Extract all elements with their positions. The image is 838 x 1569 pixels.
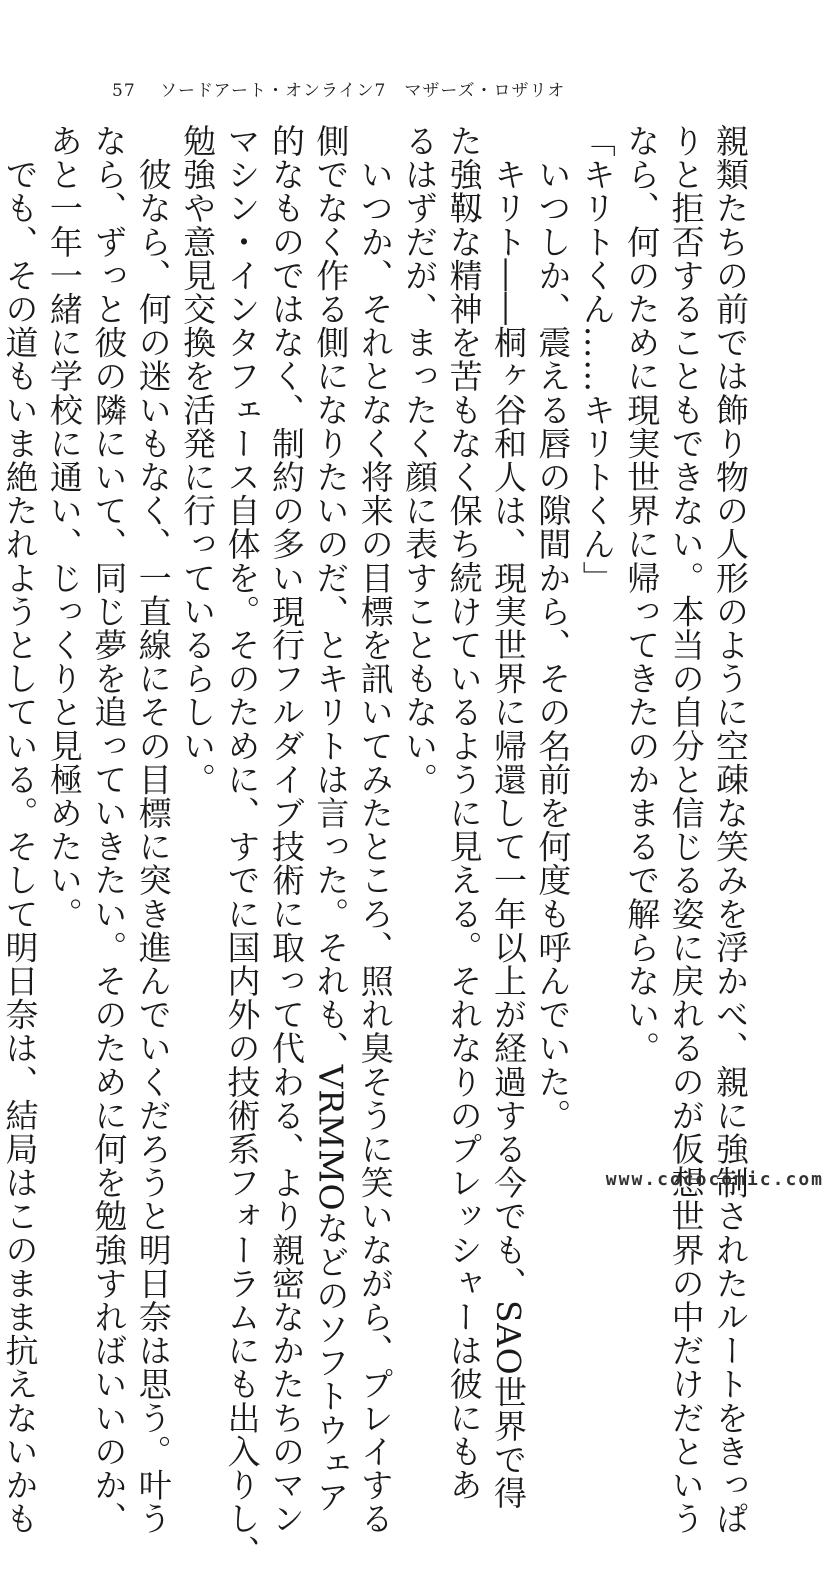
text-line: キリト――桐ヶ谷和人は、現実世界に帰還して一年以上が経過する今でも、SAO世界で得 <box>488 124 528 1510</box>
text-line: なら、ずっと彼の隣にいて、同じ夢を追っていきたい。そのために何を勉強すればいいのか、 <box>89 124 129 1536</box>
text-line: 親類たちの前では飾り物の人形のように空疎な笑みを浮かべ、親に強制されたルートをきっぱ <box>711 124 750 1536</box>
watermark: www.cococomic.com <box>605 1169 824 1190</box>
text-line: いつか、それとなく将来の目標を訊いてみたところ、照れ臭そうに笑いながら、プレイする <box>355 124 395 1536</box>
text-line: るはずだが、まったく顔に表すこともない。 <box>400 124 440 796</box>
text-line: 勉強や意見交換を活発に行っているらしい。 <box>178 124 218 796</box>
text-line: 側でなく作る側になりたいのだ、とキリトは言った。それも、VRMMOなどのソフトウェア <box>311 124 351 1514</box>
text-line: 「キリトくん……キリトくん」 <box>577 124 617 595</box>
text-line: 的なものではなく、制約の多い現行フルダイブ技術に取って代わる、より親密なかたちのマン <box>266 124 306 1536</box>
text-line: 彼なら、何の迷いもなく、一直線にその目標に突き進んでいくだろうと明日奈は思う。叶う <box>133 124 173 1536</box>
page-number: 57 <box>112 81 136 101</box>
text-line: マシン・インタフェース自体を。そのために、すでに国内外の技術系フォーラムにも出入りし、 <box>222 124 262 1569</box>
running-header <box>112 76 565 101</box>
running-title: ソードアート・オンライン7 マザーズ・ロザリオ <box>160 81 566 101</box>
text-line: なら、何のために現実世界に帰ってきたのかまるで解らない。 <box>622 124 662 1065</box>
text-line: でも、その道もいま絶たれようとしている。そして明日奈は、結局はこのまま抗えないかも <box>0 124 40 1536</box>
text-line: あと一年一緒に学校に通い、じっくりと見極めたい。 <box>44 124 84 931</box>
text-line: りと拒否することもできない。本当の自分と信じる姿に戻れるのが仮想世界の中だけだという <box>666 124 706 1536</box>
text-line: た強靱な精神を苦もなく保ち続けているように見える。それなりのプレッシャーは彼にもあ <box>444 124 484 1502</box>
text-line: いつしか、震える唇の隙間から、その名前を何度も呼んでいた。 <box>533 124 573 1132</box>
